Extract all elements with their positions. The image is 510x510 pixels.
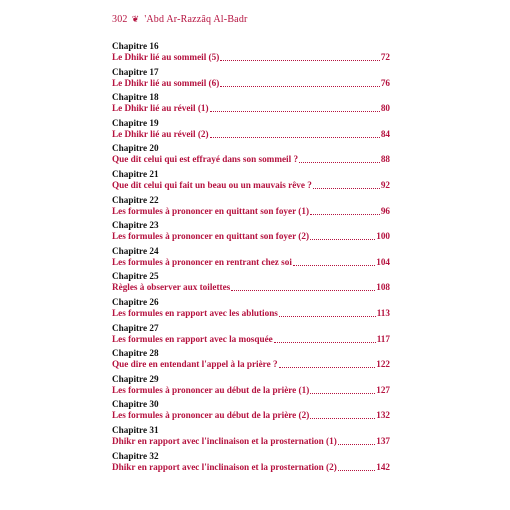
chapter-title: Les formules en rapport avec les ablutions (112, 307, 278, 318)
chapter-title-line (112, 359, 390, 370)
chapter-label: Chapitre 25 (112, 271, 159, 282)
chapter-title-line (112, 308, 390, 319)
chapter-label: Chapitre 28 (112, 348, 159, 359)
chapter-title: Que dit celui qui est effrayé dans son sommeil ? (112, 154, 299, 165)
chapter-title-line (112, 206, 390, 217)
dot-leader (279, 367, 376, 368)
chapter-title-line (112, 334, 390, 345)
toc-entry (112, 195, 390, 221)
chapter-page-number: 117 (376, 333, 390, 344)
chapter-label: Chapitre 22 (112, 194, 159, 205)
chapter-title-line (112, 154, 390, 165)
chapter-label: Chapitre 30 (112, 399, 159, 410)
toc-entry (112, 374, 390, 400)
toc-entry (112, 118, 390, 144)
chapter-label: Chapitre 31 (112, 424, 159, 435)
chapter-title: Les formules à prononcer en rentrant chez soi (112, 256, 292, 267)
chapter-title: Le Dhikr lié au sommeil (6) (112, 77, 220, 88)
chapter-title: Le Dhikr lié au réveil (1) (112, 103, 209, 114)
dot-leader (279, 316, 376, 317)
chapter-title: Les formules en rapport avec la mosquée (112, 333, 273, 344)
toc-entry (112, 220, 390, 246)
chapter-page-number: 76 (380, 77, 390, 88)
dot-leader (210, 111, 380, 112)
chapter-title-line (112, 52, 390, 63)
dot-leader (274, 342, 376, 343)
chapter-page-number: 104 (376, 256, 390, 267)
toc-entry (112, 41, 390, 67)
chapter-label: Chapitre 19 (112, 117, 159, 128)
chapter-label: Chapitre 32 (112, 450, 159, 461)
chapter-title: Les formules à prononcer en quittant son foyer (2) (112, 231, 310, 242)
chapter-page-number: 80 (380, 103, 390, 114)
chapter-page-number: 108 (376, 282, 390, 293)
dot-leader (338, 470, 375, 471)
chapter-label: Chapitre 29 (112, 373, 159, 384)
chapter-page-number: 96 (380, 205, 390, 216)
chapter-label: Chapitre 20 (112, 143, 159, 154)
toc-entry (112, 425, 390, 451)
dot-leader (313, 188, 380, 189)
chapter-title: Que dit celui qui fait un beau ou un mauvais rêve ? (112, 179, 312, 190)
dot-leader (310, 214, 380, 215)
chapter-label: Chapitre 18 (112, 92, 159, 103)
chapter-title-line (112, 78, 390, 89)
toc-entry (112, 92, 390, 118)
chapter-page-number: 100 (376, 231, 390, 242)
chapter-title: Dhikr en rapport avec l'inclinaison et la prosternation (1) (112, 435, 337, 446)
toc-entry (112, 348, 390, 374)
chapter-page-number: 84 (380, 128, 390, 139)
chapter-title: Dhikr en rapport avec l'inclinaison et la prosternation (2) (112, 461, 337, 472)
chapter-title: Le Dhikr lié au réveil (2) (112, 128, 209, 139)
chapter-page-number: 88 (380, 154, 390, 165)
toc-entry (112, 169, 390, 195)
toc-entry (112, 271, 390, 297)
dot-leader (231, 290, 375, 291)
chapter-title-line (112, 462, 390, 473)
chapter-title-line (112, 257, 390, 268)
chapter-page-number: 137 (376, 435, 390, 446)
chapter-label: Chapitre 23 (112, 220, 159, 231)
running-header (112, 14, 248, 25)
page-number: 302 (112, 14, 128, 25)
chapter-title: Règles à observer aux toilettes (112, 282, 231, 293)
toc-entry (112, 323, 390, 349)
chapter-label: Chapitre 21 (112, 168, 159, 179)
chapter-page-number: 113 (376, 307, 390, 318)
dot-leader (293, 265, 375, 266)
chapter-label: Chapitre 26 (112, 296, 159, 307)
toc-entry (112, 451, 390, 477)
chapter-title-line (112, 282, 390, 293)
chapter-title: Les formules à prononcer au début de la prière (1) (112, 384, 310, 395)
chapter-label: Chapitre 16 (112, 41, 159, 51)
chapter-title-line (112, 180, 390, 191)
toc-entry (112, 297, 390, 323)
chapter-page-number: 142 (376, 461, 390, 472)
dot-leader (310, 418, 375, 419)
chapter-page-number: 122 (376, 359, 390, 370)
toc-entry (112, 143, 390, 169)
dot-leader (299, 162, 380, 163)
chapter-title-line (112, 410, 390, 421)
dot-leader (220, 60, 380, 61)
toc-entry (112, 67, 390, 93)
chapter-title: Que dire en entendant l'appel à la prière ? (112, 359, 278, 370)
dot-leader (220, 86, 380, 87)
chapter-title: Les formules à prononcer en quittant son foyer (1) (112, 205, 310, 216)
chapter-title-line (112, 103, 390, 114)
dot-leader (310, 393, 375, 394)
chapter-label: Chapitre 27 (112, 322, 159, 333)
chapter-page-number: 127 (376, 384, 390, 395)
table-of-contents (112, 41, 390, 476)
chapter-title-line (112, 129, 390, 140)
chapter-title-line (112, 385, 390, 396)
chapter-label: Chapitre 17 (112, 66, 159, 77)
dot-leader (338, 444, 375, 445)
author-name: 'Abd Ar-Razzâq Al-Badr (144, 14, 248, 25)
toc-entry (112, 246, 390, 272)
chapter-page-number: 132 (376, 410, 390, 421)
chapter-title: Les formules à prononcer au début de la prière (2) (112, 410, 310, 421)
chapter-page-number: 72 (380, 52, 390, 62)
chapter-page-number: 92 (380, 179, 390, 190)
chapter-title-line (112, 231, 390, 242)
dot-leader (310, 239, 375, 240)
leaf-ornament-icon: ❦ (131, 14, 140, 24)
chapter-label: Chapitre 24 (112, 245, 159, 256)
toc-entry (112, 399, 390, 425)
chapter-title: Le Dhikr lié au sommeil (5) (112, 52, 220, 62)
dot-leader (210, 137, 380, 138)
chapter-title-line (112, 436, 390, 447)
